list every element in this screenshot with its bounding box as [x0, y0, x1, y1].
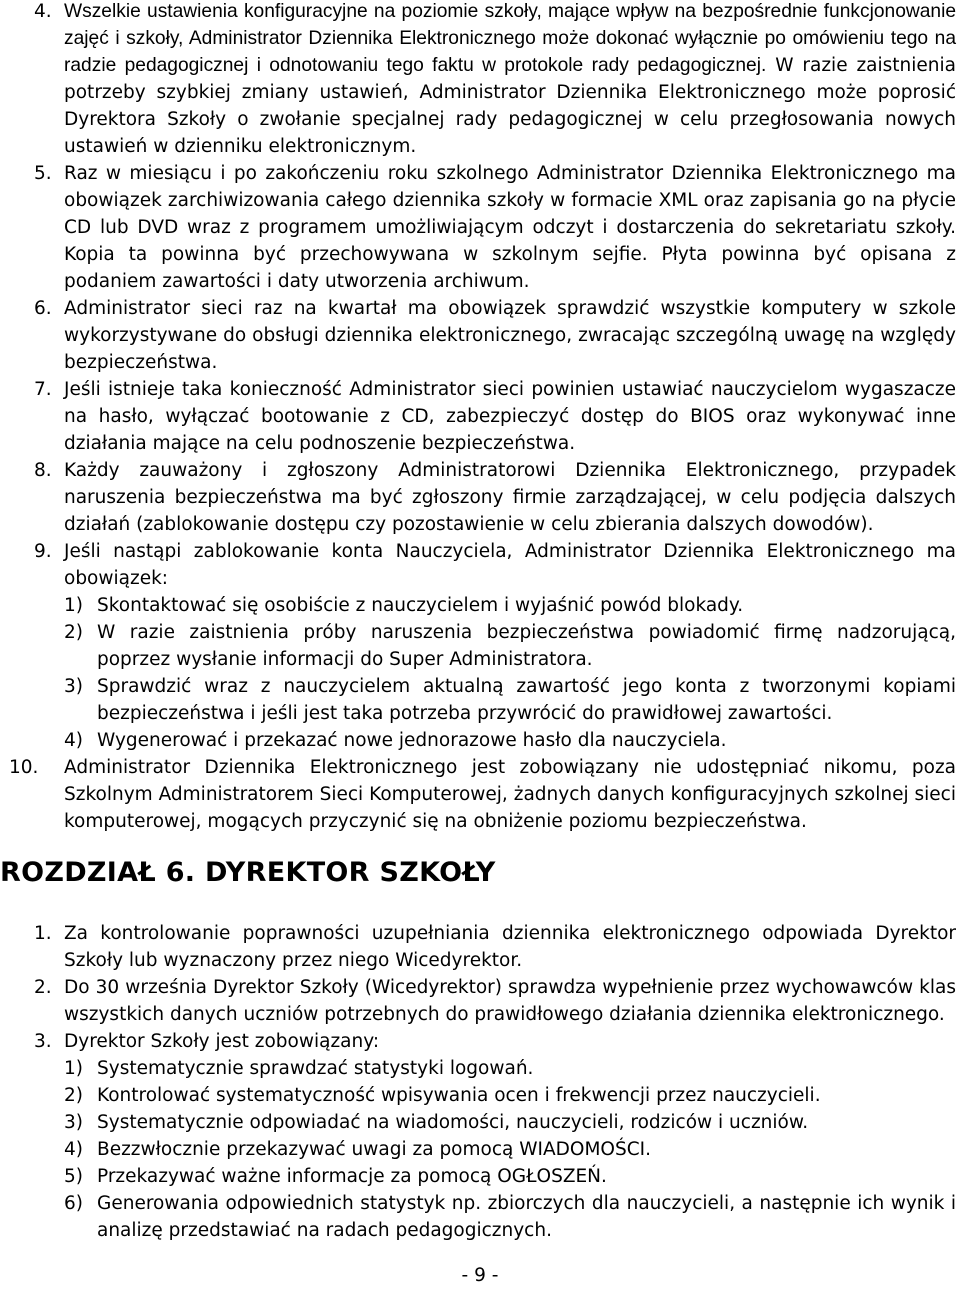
- item-text: Administrator Dziennika Elektronicznego jest zobowiązany nie udostępniać nikomu, poza Szkolnym Administratorem Sieci Komputerowej, żadnych danych konfiguracyjnych szkolnej sieci komputerowej, mogących przyczynić się na obniżenie poziomu bezpieczeństwa.: [64, 757, 956, 832]
- item-number: 9.: [34, 541, 52, 562]
- item-text: Jeśli istnieje taka konieczność Administrator sieci powinien ustawiać nauczycielom wygaszacze na hasło, wyłączać bootowanie z CD, zabezpieczyć dostęp do BIOS oraz wykonywać inne działania mające na celu podnoszenie bezpieczeństwa.: [64, 379, 956, 454]
- sub-list-item: [0, 673, 958, 727]
- sub-list-item: [0, 592, 958, 619]
- sub-item-text: Systematycznie sprawdzać statystyki logowań.: [97, 1058, 534, 1079]
- list-item: [0, 295, 958, 376]
- sub-item-text: Wygenerować i przekazać nowe jednorazowe hasło dla nauczyciela.: [97, 730, 727, 751]
- sub-list-item: [0, 1136, 958, 1163]
- sub-item-number: 5): [64, 1166, 83, 1187]
- item-text: Administrator sieci raz na kwartał ma obowiązek sprawdzić wszystkie komputery w szkole wykorzystywane do obsługi dziennika elektronicznego, zwracając szczególną uwagę na względy bezpieczeństwa.: [64, 298, 956, 373]
- item-number: 4.: [34, 1, 52, 22]
- sub-item-number: 2): [64, 1085, 83, 1106]
- item-text: Do 30 września Dyrektor Szkoły (Wicedyrektor) sprawdza wypełnienie przez wychowawców klas wszystkich danych uczniów potrzebnych do prawidłowego działania dziennika elektronicznego.: [64, 977, 956, 1025]
- sub-list-item: [0, 619, 958, 673]
- page-number: - 9 -: [461, 1265, 499, 1286]
- sub-item-number: 1): [64, 1058, 83, 1079]
- sub-item-number: 3): [64, 1112, 83, 1133]
- list-item: [0, 0, 958, 160]
- sub-list-item: [0, 1190, 958, 1244]
- sub-item-number: 4): [64, 1139, 83, 1160]
- sub-item-text: Kontrolować systematyczność wpisywania ocen i frekwencji przez nauczycieli.: [97, 1085, 821, 1106]
- list-item: [0, 538, 958, 592]
- regulation-list-director: [0, 920, 958, 1244]
- item-number: 7.: [34, 379, 52, 400]
- item-text: W razie zaistnienia potrzeby szybkiej zmiany ustawień, Administrator Dziennika Elektronicznego może poprosić Dyrektora Szkoły o zwołanie specjalnej rady pedagogicznej w celu przegłosowania nowych ustawień w dzienniku elektronicznym.: [64, 55, 957, 157]
- sub-item-text: W razie zaistnienia próby naruszenia bezpieczeństwa powiadomić firmę nadzorującą, poprzez wysłanie informacji do Super Administratora.: [97, 622, 956, 670]
- item-text: Każdy zauważony i zgłoszony Administratorowi Dziennika Elektronicznego, przypadek naruszenia bezpieczeństwa ma być zgłoszony firmie zarządzającej, w celu podjęcia dalszych działań (zablokowanie dostępu czy pozostawienie w celu zbierania dalszych dowodów).: [64, 460, 956, 535]
- item-number: 3.: [34, 1031, 52, 1052]
- list-item: [0, 160, 958, 295]
- sub-item-text: Systematycznie odpowiadać na wiadomości, nauczycieli, rodziców i uczniów.: [97, 1112, 809, 1133]
- item-number: 2.: [34, 977, 52, 998]
- item-text: Dyrektor Szkoły jest zobowiązany:: [64, 1031, 380, 1052]
- list-item: [0, 376, 958, 457]
- item-text: Za kontrolowanie poprawności uzupełniania dziennika elektronicznego odpowiada Dyrektor Szkoły lub wyznaczony przez niego Wicedyrektor.: [64, 923, 956, 971]
- sub-item-number: 1): [64, 595, 83, 616]
- list-item: [0, 457, 958, 538]
- sub-item-text: Przekazywać ważne informacje za pomocą OGŁOSZEŃ.: [97, 1166, 607, 1187]
- sub-list-item: [0, 1163, 958, 1190]
- sub-list-item: [0, 1055, 958, 1082]
- list-item: [0, 1028, 958, 1055]
- item-text: Raz w miesiącu i po zakończeniu roku szkolnego Administrator Dziennika Elektronicznego ma obowiązek zarchiwizowania całego dziennika szkoły w formacie XML oraz zapisania go na płycie CD lub DVD wraz z programem umożliwiającym odczyt i dostarczenia do sekretariatu szkoły. Kopia ta powinna być przechowywana w szkolnym sejfie. Płyta powinna być opisana z podaniem zawartości i daty utworzenia archiwum.: [64, 163, 956, 292]
- list-item: [0, 974, 958, 1028]
- item-number: 1.: [34, 923, 52, 944]
- sub-item-number: 2): [64, 622, 83, 643]
- item-number: 10.: [9, 757, 39, 778]
- item-text: Jeśli nastąpi zablokowanie konta Nauczyciela, Administrator Dziennika Elektronicznego ma obowiązek:: [64, 541, 956, 589]
- sub-list-item: [0, 1082, 958, 1109]
- item-text-lead: Wszelkie ustawienia konfiguracyjne na poziomie szkoły, mające wpływ na bezpośrednie funkcjonowanie zajęć i szkoły, Administrator Dziennika Elektronicznego może dokonać wyłącznie po omówieniu tego na radzie pedagogicznej i odnotowaniu tego faktu w protokole rady pedagogicznej.: [64, 1, 956, 76]
- sub-item-text: Bezzwłocznie przekazywać uwagi za pomocą WIADOMOŚCI.: [97, 1139, 651, 1160]
- list-item: [0, 920, 958, 974]
- chapter-heading: ROZDZIAŁ 6. DYREKTOR SZKOŁY: [0, 857, 496, 888]
- sub-item-text: Sprawdzić wraz z nauczycielem aktualną zawartość jego konta z tworzonymi kopiami bezpieczeństwa i jeśli jest taka potrzeba przywrócić do prawidłowej zawartości.: [97, 676, 956, 724]
- list-item: [0, 754, 958, 835]
- sub-list-item: [0, 1109, 958, 1136]
- item-number: 8.: [34, 460, 52, 481]
- sub-item-number: 4): [64, 730, 83, 751]
- item-number: 5.: [34, 163, 52, 184]
- sub-item-text: Skontaktować się osobiście z nauczycielem i wyjaśnić powód blokady.: [97, 595, 744, 616]
- sub-list-item: [0, 727, 958, 754]
- sub-item-text: Generowania odpowiednich statystyk np. zbiorczych dla nauczycieli, a następnie ich wynik i analizę przedstawiać na radach pedagogicznych.: [97, 1193, 956, 1241]
- sub-item-number: 6): [64, 1193, 83, 1214]
- item-number: 6.: [34, 298, 52, 319]
- sub-item-number: 3): [64, 676, 83, 697]
